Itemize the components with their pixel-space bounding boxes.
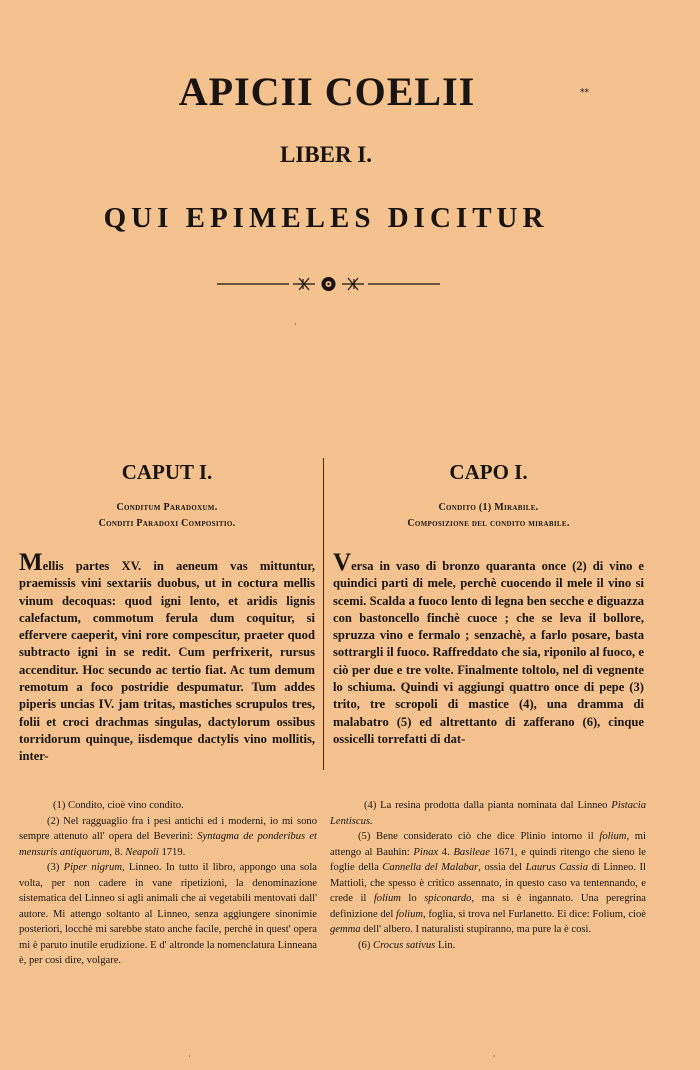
footnote-text: , ma si è ingannato. Una peregrina definizione del [330, 893, 646, 920]
caput-subheading-2: Conditi Paradoxi Compositio. [98, 518, 236, 529]
column-divider [323, 458, 324, 770]
footnote-text: gemma [330, 924, 361, 935]
footnote-text: (2) Nel ragguaglio fra i pesi antichi ed i moderni, io mi sono sempre attenuto all' opera del Beverini: [19, 815, 317, 842]
footnote-text: spiconardo [424, 893, 472, 904]
latin-body: ellis partes XV. in aeneum vas mittuntur, praemissis vini sextariis duobus, ut in coctura mellis vinum decoquas: quod igni lento, et aridis lignis calefactum, commotum ferula dum coquitur, si effervere caeperit, vini rore compescitur, praeter quod subtracto igni in se redit. Cum perfrixerit, rursus accenditur. Hoc secundo ac tertio fiat. Ac tum demum remotum a foco postridie despumatur. Tum addes piperis uncias IV. jam tritas, mastiches scrupulos tres, folii et croci drachmas singulas, dactylorum ossibus torridorum quinque, iisdemque dactylis vino mollitis, inter- [19, 559, 315, 764]
corner-mark: ⁎⁎ [580, 84, 589, 94]
capo-subheading-2: Composizione del condito mirabile. [407, 518, 570, 529]
footnote-text: folium [395, 908, 424, 920]
footnote-text: lo [400, 893, 425, 904]
footnote [19, 814, 317, 861]
speck: · [294, 320, 297, 329]
speck: · [188, 1052, 191, 1061]
footnote-text: , Linneo. In tutto il libro, appongo una sola volta, per non cadere in vane ripetizioni, la denominazione sistematica del Linneo si agli animali che ai vegetabili mentovati dall' autore. Mi attengo soltanto al Linneo, senza aggiungere sinonimie posteriori, locchè mi sarebbe stato anche facile, perchè in quest' opera mi è paruto inutile erudizione. E d' altronde la nomenclatura Linneana è, per così dire, volgare. [19, 862, 317, 966]
dropcap: M [19, 549, 43, 576]
footnote-text: Pinax [413, 846, 439, 858]
footnote-text: Basileae [453, 846, 490, 858]
footnote-text: Lin. [435, 939, 456, 951]
left-flourish [293, 278, 315, 290]
latin-text [19, 549, 315, 766]
italian-text [333, 549, 644, 748]
book-title: LIBER I. [279, 142, 373, 167]
right-flourish [342, 278, 364, 290]
footnote-text: 1719. [158, 846, 186, 858]
caput-subheading-1: Conditum Paradoxum. [116, 502, 218, 513]
footnote-text: Laurus Cassia [525, 862, 589, 873]
footnote-text: Crocus sativus [373, 939, 436, 951]
footnote-text: (5) Bene considerato ciò che dice Plinio intorno il [358, 831, 600, 842]
footnote-text: , mi attengo al Bauhin: [330, 831, 646, 858]
footnote-text: (3) [47, 862, 64, 873]
ornament-divider [217, 273, 440, 295]
book-subtitle: QUI EPIMELES DICITUR [103, 202, 549, 234]
footnote-text: 4. [438, 846, 454, 858]
dropcap: V [333, 549, 352, 576]
footnote [330, 829, 646, 938]
footnote-text: (4) La resina prodotta dalla pianta nominata dal Linneo [364, 800, 612, 811]
footnote [330, 938, 646, 954]
footnote-text: folium [373, 893, 401, 904]
footnotes-right [330, 798, 646, 953]
footnote-text: (1) Condito, cioè vino condito. [53, 800, 184, 811]
footnote [19, 798, 317, 814]
footnote-text: folium [599, 831, 627, 842]
footnote-text: 1671, e quindi ritengo che sieno le foglie della [330, 846, 646, 873]
footnote-text: Pistacia Lentiscus. [330, 800, 646, 827]
footnote-text: (6) [358, 939, 374, 951]
footnote-text: , foglia, si trova nel Furlanetto. Ei dice: Folium, cioè [423, 908, 647, 920]
footnote-text: Cannella del Malabar [382, 862, 479, 873]
footnote [330, 798, 646, 829]
italian-body: ersa in vaso di bronzo quaranta once (2) di vino e quindici parti di mele, perchè cuocendo il mele il vino si scemi. Scalda a fuoco lento di legna ben secche e diguazza con bastoncello finchè cuoce ; che se leva il bollore, spruzza vino e fermalo ; senzachè, a farlo posare, basta sottrargli il fuoco. Raffreddato che sia, riponilo al fuoco, e ciò per due e tre volte. Finalmente toltolo, nel dì vegnente lo schiuma. Quindi vi aggiungi quattro once di pepe (3) trito, tre scropoli di mastice (4), una dramma di malabatro (5) ed altrettanto di zafferano (6), cinque ossicelli torrefatti di dat- [333, 559, 644, 746]
footnote-text: , ossia del [478, 862, 526, 873]
footnote-text: Piper nigrum [63, 862, 123, 873]
footnote-text: Neapoli [125, 846, 159, 858]
footnote [19, 860, 317, 969]
capo-subheading-1: Condito (1) Mirabile. [438, 502, 539, 513]
footnote-text: , 8. [109, 846, 126, 858]
capo-heading: CAPO I. [449, 460, 528, 484]
footnote-text: Syntagma de ponderibus et mensuris antiquorum [19, 831, 317, 858]
caput-heading: CAPUT I. [121, 460, 213, 484]
footnote-text: di Linneo. Il Mattioli, che spesso è critico assennato, in questo caso va tentennando, e crede il [330, 862, 646, 904]
main-title: APICII COELII [178, 69, 476, 114]
footnotes-left [19, 798, 317, 969]
speck: · [493, 1052, 496, 1061]
footnote-text: dell' albero. I naturalisti stupiranno, ma pure la è così. [360, 924, 592, 935]
